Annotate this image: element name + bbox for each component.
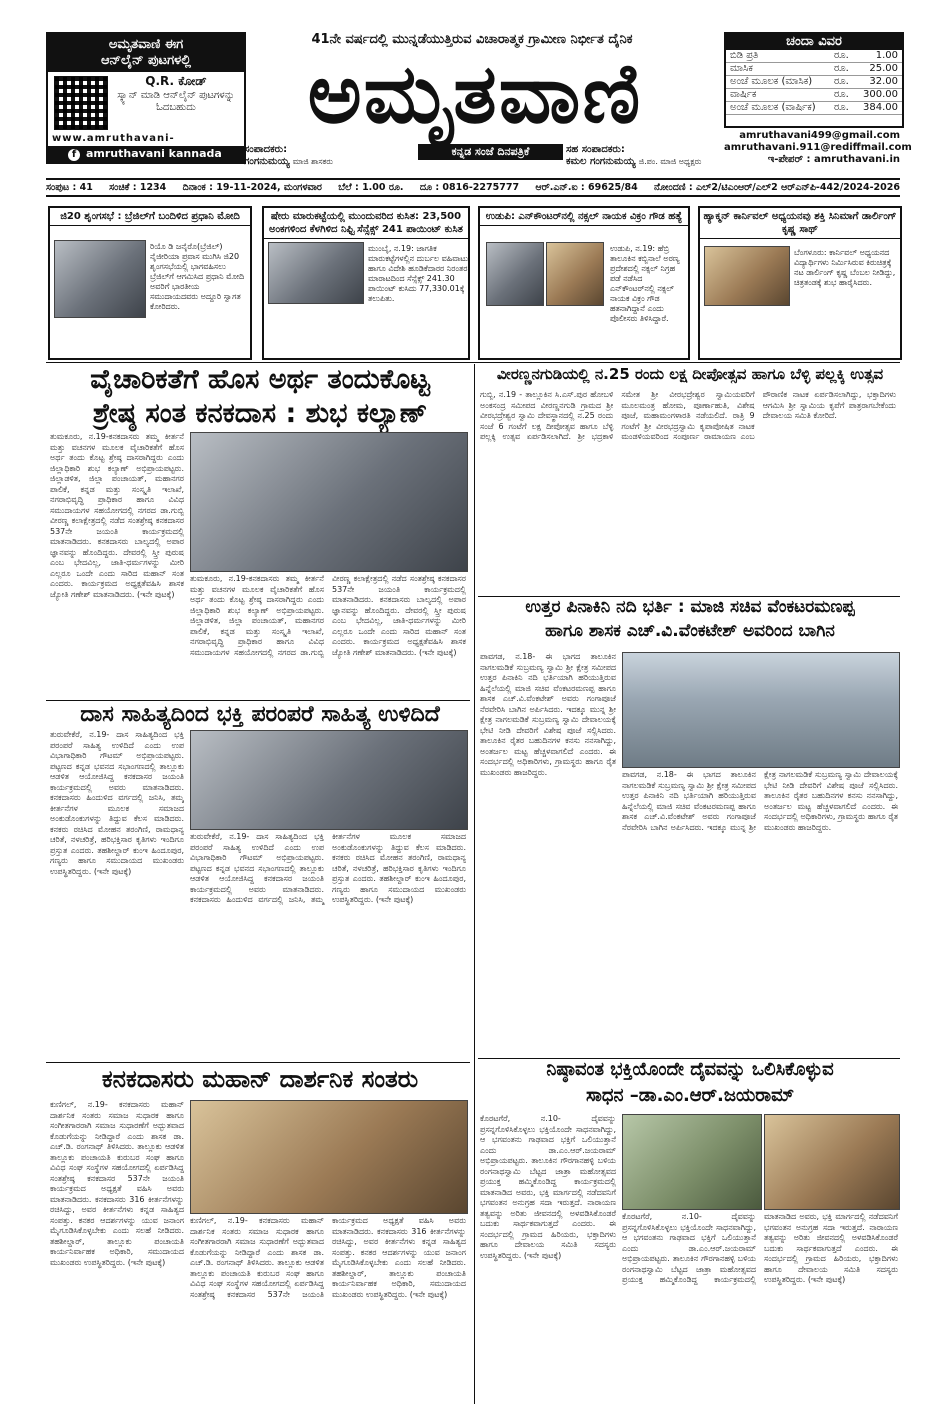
postal-registration: ನೋಂದಣಿ : ಎಲ್2/ಟಿಎಂಆರ್/ಎಲ್2 ಆರ್‌ಎನ್‌ಪಿ-442/2024-2026 — [654, 182, 900, 193]
article-photo — [190, 730, 468, 830]
article-photo — [190, 432, 468, 572]
teaser-card[interactable] — [48, 206, 252, 360]
promo-header-line2: ಆನ್‌ಲೈನ್ ಪುಟಗಳಲ್ಲಿ — [100, 53, 192, 68]
teaser-card[interactable] — [478, 206, 690, 360]
sub-label: ವಾರ್ಷಿಕ — [730, 89, 757, 100]
teaser-photo — [268, 242, 364, 304]
volume: ಸಂಪುಟ : 41 — [46, 182, 93, 193]
column-divider — [474, 364, 475, 1404]
promo-header-line1: ಅಮೃತವಾಣಿ ಈಗ — [108, 37, 184, 52]
teaser-headline: ಹ್ಯಾಕ್ಮನ್ ಕಾರ್ನಿವಲ್ ಅಧ್ಯಯನವು ಶಕ್ತಿ ಸಿನಿಮಾಗೆ ಡಾರ್ಲಿಂಗ್ ಕೃಷ್ಣ ಸಾಥ್ — [700, 208, 900, 239]
article-headline: ಹಾಗೂ ಶಾಸಕ ಎಚ್.ವಿ.ವೆಂಕಟೇಶ್ ಅವರಿಂದ ಬಾಗಿನ — [545, 621, 835, 641]
article-headline: ಸಾಧನ –ಡಾ.ಎಂ.ಆರ್.ಜಯರಾಮ್ — [585, 1085, 795, 1106]
sub-label: ಅಂಚೆ ಮೂಲಕ (ಮಾಸಿಕ) — [730, 76, 813, 87]
article-headline: ನಿಷ್ಠಾವಂತ ಭಕ್ತಿಯೊಂದೇ ದೈವವನ್ನು ಒಲಿಸಿಕೊಳ್ಳುವ — [546, 1059, 834, 1080]
price: ಬೆಲೆ : 1.00 ರೂ. — [338, 182, 404, 193]
article-body: ಕುಣಿಗಲ್, ನ.19- ಕನಕದಾಸರು ಮಹಾನ್ ದಾರ್ಶನಿಕ ಸಂತರು ಸಮಾಜ ಸುಧಾರಕ ಹಾಗೂ ಸಂಗೀತಗಾರರಾಗಿ ಸಮಾಜ ಸುಧಾರಣೆಗೆ ಅದ್ಭುತವಾದ ಕೊಡುಗೆಯನ್ನು ನೀಡಿದ್ದಾರೆ ಎಂದು ಶಾಸಕ ಡಾ. ಎಚ್.ಡಿ. ರಂಗನಾಥ್ ತಿಳಿಸಿದರು. ತಾಲ್ಲೂಕು ಆಡಳಿತ ತಾಲ್ಲೂಕು ಪಂಚಾಯತಿ ಕುರುಬರ ಸಂಘ ಹಾಗೂ ವಿವಿಧ ಸಂಘ ಸಂಸ್ಥೆಗಳ ಸಹಯೋಗದಲ್ಲಿ ಏರ್ಪಡಿಸಿದ್ದ ಸಂತಶ್ರೇಷ್ಠ ಕನಕದಾಸರ 537ನೇ ಜಯಂತಿ ಕಾರ್ಯಕ್ರಮದ ಅಧ್ಯಕ್ಷತೆ ವಹಿಸಿ ಅವರು ಮಾತನಾಡಿದರು. ಕನಕದಾಸರು 316 ಕೀರ್ತನೆಗಳನ್ನು ರಚಿಸಿದ್ದು, ಅವರ ಕೀರ್ತನೆಗಳು ಕನ್ನಡ ಸಾಹಿತ್ಯದ ಸಂಪತ್ತು. ಕನಕರ ಆದರ್ಶಗಳನ್ನು ಯುವ ಜನಾಂಗ ಮೈಗೂಡಿಸಿಕೊಳ್ಳಬೇಕು ಎಂದು ಸಲಹೆ ನೀಡಿದರು. ತಹಶೀಲ್ದಾರ್, ತಾಲ್ಲೂಕು ಪಂಚಾಯತಿ ಕಾರ್ಯನಿರ್ವಾಹಕ ಅಧಿಕಾರಿ, ಸಮುದಾಯದ ಮುಖಂಡರು ಉಪಸ್ಥಿತರಿದ್ದರು. (ಇನೇ ಪುಟಕ್ಕೆ) — [50, 1100, 184, 1267]
masthead-tagline: 41ನೇ ವರ್ಷದಲ್ಲಿ ಮುನ್ನಡೆಯುತ್ತಿರುವ ವಿಚಾರಾತ್ಮಕ ಗ್ರಾಮೀಣ ನಿರ್ಭೀತ ದೈನಿಕ — [311, 32, 633, 47]
sub-amount: 32.00 — [869, 76, 898, 87]
facebook-bar[interactable] — [48, 146, 244, 162]
teaser-headline: ಷೇರು ಮಾರುಕಟ್ಟೆಯಲ್ಲಿ ಮುಂದುವರಿದ ಕುಸಿತ: 23,500 ಅಂಕಗಳಿಂದ ಕೆಳಗಿಳಿದ ನಿಫ್ಟಿ ಸೆನ್ಸೆಕ್ಸ್ 241 ಪಾಯಿಂಟ್ ಕುಸಿತ — [264, 208, 468, 239]
editor-label: ಸಂಪಾದಕರು: — [244, 144, 288, 155]
sub-currency: ರೂ. — [834, 76, 849, 87]
teaser-portrait — [546, 242, 604, 306]
article-headline: ದಾಸ ಸಾಹಿತ್ಯದಿಂದ ಭಕ್ತಿ ಪರಂಪರೆ ಸಾಹಿತ್ಯ ಉಳಿದಿದೆ — [80, 702, 440, 727]
article-photo — [622, 1114, 762, 1210]
article-photo — [190, 1100, 468, 1214]
subscription-row — [726, 102, 902, 115]
teaser-photo — [486, 242, 544, 306]
section-divider — [46, 1062, 470, 1063]
article-headline: ವೈಚಾರಿಕತೆಗೆ ಹೊಸ ಅರ್ಥ ತಂದುಕೊಟ್ಟ — [90, 364, 430, 395]
coeditor-note: ಜಿ.ಪಂ. ಮಾಜಿ ಅಧ್ಯಕ್ಷರು — [638, 157, 702, 166]
subscription-row — [726, 63, 902, 76]
teaser-body: ಮುಂಬೈ, ನ.19: ಜಾಗತಿಕ ಮಾರುಕಟ್ಟೆಗಳಲ್ಲಿನ ದುರ್ಬಲ ವಹಿವಾಟು ಹಾಗೂ ವಿದೇಶಿ ಹೂಡಿಕೆದಾರರ ನಿರಂತರ ಮಾರಾಟದಿಂದ ಸೆನ್ಸೆಕ್ಸ್ 241.30 ಪಾಯಿಂಟ್ ಕುಸಿದು 77,330.01ಕ್ಕೆ ತಲುಪಿತು. — [368, 244, 469, 303]
contact-block — [724, 130, 912, 166]
subscription-row — [726, 76, 902, 89]
teaser-body: ಉಡುಪಿ, ನ.19: ಹೆಬ್ರಿ ತಾಲೂಕಿನ ಕಬ್ಬಿನಾಲೆ ಅರಣ್ಯ ಪ್ರದೇಶದಲ್ಲಿ ನಕ್ಸಲ್ ನಿಗ್ರಹ ಪಡೆ ನಡೆಸಿದ ಎನ್‌ಕೌಂಟರ್‌ನಲ್ಲಿ ನಕ್ಸಲ್ ನಾಯಕ ವಿಕ್ರಂ ಗೌಡ ಹತನಾಗಿದ್ದಾನೆ ಎಂದು ಪೊಲೀಸರು ತಿಳಿಸಿದ್ದಾರೆ. — [610, 244, 680, 323]
editor-name: ಗಂಗನುಮಯ್ಯ — [244, 156, 290, 167]
online-promo-box — [46, 32, 246, 164]
teaser-body: ರಿಯೊ ಡಿ ಜನೈರೊ(ಬ್ರೆಜಿಲ್) ನೈಜೀರಿಯಾ ಪ್ರವಾಸ ಮುಗಿಸಿ ಜಿ20 ಶೃಂಗಸಭೆಯಲ್ಲಿ ಭಾಗವಹಿಸಲು ಬ್ರೆಜಿಲ್‌ಗೆ ಆಗಮಿಸಿದ ಪ್ರಧಾನಿ ಮೋದಿ ಅವರಿಗೆ ಭಾರತೀಯ ಸಮುದಾಯದವರು ಅದ್ದೂರಿ ಸ್ವಾಗತ ಕೋರಿದರು. — [150, 242, 245, 311]
teaser-photo — [54, 240, 146, 318]
article-headline: ಶ್ರೇಷ್ಠ ಸಂತ ಕನಕದಾಸ : ಶುಭ ಕಲ್ಯಾಣ್ — [92, 398, 428, 429]
teaser-photo — [704, 246, 790, 306]
sub-amount: 25.00 — [869, 63, 898, 74]
article-body-continued: ಕುಣಿಗಲ್, ನ.19- ಕನಕದಾಸರು ಮಹಾನ್ ದಾರ್ಶನಿಕ ಸಂತರು ಸಮಾಜ ಸುಧಾರಕ ಹಾಗೂ ಸಂಗೀತಗಾರರಾಗಿ ಸಮಾಜ ಸುಧಾರಣೆಗೆ ಅದ್ಭುತವಾದ ಕೊಡುಗೆಯನ್ನು ನೀಡಿದ್ದಾರೆ ಎಂದು ಶಾಸಕ ಡಾ. ಎಚ್.ಡಿ. ರಂಗನಾಥ್ ತಿಳಿಸಿದರು. ತಾಲ್ಲೂಕು ಆಡಳಿತ ತಾಲ್ಲೂಕು ಪಂಚಾಯತಿ ಕುರುಬರ ಸಂಘ ಹಾಗೂ ವಿವಿಧ ಸಂಘ ಸಂಸ್ಥೆಗಳ ಸಹಯೋಗದಲ್ಲಿ ಏರ್ಪಡಿಸಿದ್ದ ಸಂತಶ್ರೇಷ್ಠ ಕನಕದಾಸರ 537ನೇ ಜಯಂತಿ ಕಾರ್ಯಕ್ರಮದ ಅಧ್ಯಕ್ಷತೆ ವಹಿಸಿ ಅವರು ಮಾತನಾಡಿದರು. ಕನಕದಾಸರು 316 ಕೀರ್ತನೆಗಳನ್ನು ರಚಿಸಿದ್ದು, ಅವರ ಕೀರ್ತನೆಗಳು ಕನ್ನಡ ಸಾಹಿತ್ಯದ ಸಂಪತ್ತು. ಕನಕರ ಆದರ್ಶಗಳನ್ನು ಯುವ ಜನಾಂಗ ಮೈಗೂಡಿಸಿಕೊಳ್ಳಬೇಕು ಎಂದು ಸಲಹೆ ನೀಡಿದರು. ತಹಶೀಲ್ದಾರ್, ತಾಲ್ಲೂಕು ಪಂಚಾಯತಿ ಕಾರ್ಯನಿರ್ವಾಹಕ ಅಧಿಕಾರಿ, ಸಮುದಾಯದ ಮುಖಂಡರು ಉಪಸ್ಥಿತರಿದ್ದರು. (ಇನೇ ಪುಟಕ್ಕೆ) — [190, 1216, 466, 1299]
issue-date: ದಿನಾಂಕ : 19-11-2024, ಮಂಗಳವಾರ — [182, 182, 322, 193]
coeditor-credit — [566, 144, 726, 168]
subscription-row — [726, 89, 902, 102]
subscription-header: ಚಂದಾ ವಿವರ — [726, 34, 902, 50]
sub-currency: ರೂ. — [834, 102, 849, 113]
epaper-link[interactable]: ಇ-ಪೇಪರ್ : amruthavani.in — [767, 154, 900, 165]
sub-label: ಬಿಡಿ ಪ್ರತಿ — [730, 50, 759, 61]
sub-label: ಮಾಸಿಕ — [730, 63, 753, 74]
facebook-icon: f — [68, 149, 80, 161]
section-divider — [46, 700, 470, 701]
article-photo — [622, 652, 900, 768]
coeditor-name: ಕಮಲ ಗಂಗನುಮಯ್ಯ — [566, 156, 636, 167]
article-body-continued: ಕೊರಟಗೆರೆ, ನ.10- ದೈವವನ್ನು ಪ್ರಸನ್ನಗೊಳಿಸಿಕೊಳ್ಳಲು ಭಕ್ತಿಯೊಂದೇ ಸಾಧನವಾಗಿದ್ದು, ಆ ಭಗವಂತನು ಗಾಢವಾದ ಭಕ್ತಿಗೆ ಒಲಿಯುತ್ತಾನೆ ಎಂದು ಡಾ.ಎಂ.ಆರ್.ಜಯರಾಮ್ ಅಭಿಪ್ರಾಯಪಟ್ಟರು. ತಾಲೂಕಿನ ಗೌರಗಾನಹಳ್ಳಿ ಬಳಿಯ ರಂಗನಾಥಸ್ವಾಮಿ ಬೆಟ್ಟದ ಜಾತ್ರಾ ಮಹೋತ್ಸವದ ಪ್ರಯುಕ್ತ ಹಮ್ಮಿಕೊಂಡಿದ್ದ ಕಾರ್ಯಕ್ರಮದಲ್ಲಿ ಮಾತನಾಡಿದ ಅವರು, ಭಕ್ತಿ ಮಾರ್ಗದಲ್ಲಿ ನಡೆದವನಿಗೆ ಭಗವಂತನ ಅನುಗ್ರಹ ಸದಾ ಇರುತ್ತದೆ. ನಾರಾಯಣ ತತ್ವವನ್ನು ಅರಿತು ಜೀವನದಲ್ಲಿ ಅಳವಡಿಸಿಕೊಂಡರೆ ಬದುಕು ಸಾರ್ಥಕವಾಗುತ್ತದೆ ಎಂದರು. ಈ ಸಂದರ್ಭದಲ್ಲಿ ಗ್ರಾಮದ ಹಿರಿಯರು, ಭಕ್ತಾದಿಗಳು ಹಾಗೂ ದೇವಾಲಯ ಸಮಿತಿ ಸದಸ್ಯರು ಉಪಸ್ಥಿತರಿದ್ದರು. (ಇನೇ ಪುಟಕ್ಕೆ) — [622, 1212, 898, 1284]
article-headline: ವೀರಣ್ಣನಗುಡಿಯಲ್ಲಿ ನ.25 ರಂದು ಲಕ್ಷ ದೀಪೋತ್ಸವ ಹಾಗೂ ಬೆಳ್ಳಿ ಪಲ್ಲಕ್ಕಿ ಉತ್ಸವ — [496, 365, 884, 383]
article-body: ಪಾವಗಡ, ನ.18- ಈ ಭಾಗದ ತಾಲೂಕಿನ ನಾಗಲಮಡಿಕೆ ಸುಬ್ರಮಣ್ಯ ಸ್ವಾಮಿ ಶ್ರೀ ಕ್ಷೇತ್ರ ಸಮೀಪದ ಉತ್ತರ ಪಿನಾಕಿನಿ ನದಿ ಭರ್ತಿಯಾಗಿ ಹರಿಯುತ್ತಿರುವ ಹಿನ್ನೆಲೆಯಲ್ಲಿ ಮಾಜಿ ಸಚಿವ ವೆಂಕಟರಮಣಪ್ಪ ಹಾಗೂ ಶಾಸಕ ಎಚ್.ವಿ.ವೆಂಕಟೇಶ್ ಅವರು ಗಂಗಾಪೂಜೆ ನೆರವೇರಿಸಿ ಬಾಗಿನ ಅರ್ಪಿಸಿದರು. ಇದಕ್ಕೂ ಮುನ್ನ ಶ್ರೀ ಕ್ಷೇತ್ರ ನಾಗಲಮಡಿಕೆ ಸುಬ್ರಮಣ್ಯ ಸ್ವಾಮಿ ದೇವಾಲಯಕ್ಕೆ ಭೇಟಿ ನೀಡಿ ದೇವರಿಗೆ ವಿಶೇಷ ಪೂಜೆ ಸಲ್ಲಿಸಿದರು. ತಾಲೂಕಿನ ರೈತರ ಬಹುದಿನಗಳ ಕನಸು ನನಸಾಗಿದ್ದು, ಅಂತರ್ಜಲ ಮಟ್ಟ ಹೆಚ್ಚಳವಾಗಲಿದೆ ಎಂದರು. ಈ ಸಂದರ್ಭದಲ್ಲಿ ಅಧಿಕಾರಿಗಳು, ಗ್ರಾಮಸ್ಥರು ಹಾಗೂ ರೈತ ಮುಖಂಡರು ಹಾಜರಿದ್ದರು. — [480, 652, 616, 777]
article-body: ತುಮಕೂರು, ನ.19-ಕನಕದಾಸರು ತಮ್ಮ ಕೀರ್ತನೆ ಮತ್ತು ವಚನಗಳ ಮೂಲಕ ವೈಚಾರಿಕತೆಗೆ ಹೊಸ ಅರ್ಥ ತಂದು ಕೊಟ್ಟ ಶ್ರೇಷ್ಠ ದಾಸರಾಗಿದ್ದರು ಎಂದು ಜಿಲ್ಲಾಧಿಕಾರಿ ಶುಭ ಕಲ್ಯಾಣ್ ಅಭಿಪ್ರಾಯಪಟ್ಟರು. ಜಿಲ್ಲಾಡಳಿತ, ಜಿಲ್ಲಾ ಪಂಚಾಯತ್, ಮಹಾನಗರ ಪಾಲಿಕೆ, ಕನ್ನಡ ಮತ್ತು ಸಂಸ್ಕೃತಿ ಇಲಾಖೆ, ನಗರಾಭಿವೃದ್ಧಿ ಪ್ರಾಧಿಕಾರ ಹಾಗೂ ವಿವಿಧ ಸಮುದಾಯಗಳ ಸಹಯೋಗದಲ್ಲಿ ನಗರದ ಡಾ.ಗುಬ್ಬಿ ವೀರಣ್ಣ ಕಲಾಕ್ಷೇತ್ರದಲ್ಲಿ ನಡೆದ ಸಂತಶ್ರೇಷ್ಠ ಕನಕದಾಸರ 537ನೇ ಜಯಂತಿ ಕಾರ್ಯಕ್ರಮದಲ್ಲಿ ಮಾತನಾಡಿದರು. ಕನಕದಾಸರು ಬಾಲ್ಯದಲ್ಲಿ ಅಪಾರ ಜ್ಞಾನವನ್ನು ಹೊಂದಿದ್ದರು. ದೇವರಲ್ಲಿ ಸ್ತ್ರೀ ಪುರುಷ ಎಂಬ ಭೇದವಿಲ್ಲ, ಜಾತಿ-ಧರ್ಮಗಳನ್ನು ಮೀರಿ ಎಲ್ಲರೂ ಒಂದೇ ಎಂದು ಸಾರಿದ ಮಹಾನ್ ಸಂತ ಎಂದರು. ಕಾರ್ಯಕ್ರಮದ ಅಧ್ಯಕ್ಷತೆವಹಿಸಿ ಶಾಸಕ ಜ್ಯೋತಿ ಗಣೇಶ್ ಮಾತನಾಡಿದರು. (ಇನೇ ಪುಟಕ್ಕೆ) — [50, 432, 184, 599]
issue-number: ಸಂಚಿಕೆ : 1234 — [109, 182, 167, 193]
rni-number: ಆರ್.ಎನ್.ಐ : 69625/84 — [535, 182, 638, 193]
sub-label: ಅಂಚೆ ಮೂಲಕ (ವಾರ್ಷಿಕ) — [730, 102, 816, 113]
sub-currency: ರೂ. — [834, 89, 849, 100]
article-headline: ಕನಕದಾಸರು ಮಹಾನ್ ದಾರ್ಶನಿಕ ಸಂತರು — [101, 1065, 419, 1093]
teaser-card[interactable] — [262, 206, 470, 360]
sub-currency: ರೂ. — [834, 50, 849, 61]
article-body: ಕೊರಟಗೆರೆ, ನ.10- ದೈವವನ್ನು ಪ್ರಸನ್ನಗೊಳಿಸಿಕೊಳ್ಳಲು ಭಕ್ತಿಯೊಂದೇ ಸಾಧನವಾಗಿದ್ದು, ಆ ಭಗವಂತನು ಗಾಢವಾದ ಭಕ್ತಿಗೆ ಒಲಿಯುತ್ತಾನೆ ಎಂದು ಡಾ.ಎಂ.ಆರ್.ಜಯರಾಮ್ ಅಭಿಪ್ರಾಯಪಟ್ಟರು. ತಾಲೂಕಿನ ಗೌರಗಾನಹಳ್ಳಿ ಬಳಿಯ ರಂಗನಾಥಸ್ವಾಮಿ ಬೆಟ್ಟದ ಜಾತ್ರಾ ಮಹೋತ್ಸವದ ಪ್ರಯುಕ್ತ ಹಮ್ಮಿಕೊಂಡಿದ್ದ ಕಾರ್ಯಕ್ರಮದಲ್ಲಿ ಮಾತನಾಡಿದ ಅವರು, ಭಕ್ತಿ ಮಾರ್ಗದಲ್ಲಿ ನಡೆದವನಿಗೆ ಭಗವಂತನ ಅನುಗ್ರಹ ಸದಾ ಇರುತ್ತದೆ. ನಾರಾಯಣ ತತ್ವವನ್ನು ಅರಿತು ಜೀವನದಲ್ಲಿ ಅಳವಡಿಸಿಕೊಂಡರೆ ಬದುಕು ಸಾರ್ಥಕವಾಗುತ್ತದೆ ಎಂದರು. ಈ ಸಂದರ್ಭದಲ್ಲಿ ಗ್ರಾಮದ ಹಿರಿಯರು, ಭಕ್ತಾದಿಗಳು ಹಾಗೂ ದೇವಾಲಯ ಸಮಿತಿ ಸದಸ್ಯರು ಉಪಸ್ಥಿತರಿದ್ದರು. (ಇನೇ ಪುಟಕ್ಕೆ) — [480, 1114, 616, 1260]
promo-header — [48, 34, 244, 72]
article-body-continued: ತುರುವೇಕೆರೆ, ನ.19- ದಾಸ ಸಾಹಿತ್ಯದಿಂದ ಭಕ್ತಿ ಪರಂಪರೆ ಸಾಹಿತ್ಯ ಉಳಿದಿದೆ ಎಂದು ಉಪ ವಿಭಾಗಾಧಿಕಾರಿ ಗೌಟಮ್ ಅಭಿಪ್ರಾಯಪಟ್ಟರು. ಪಟ್ಟಣದ ಕನ್ನಡ ಭವನದ ಸಭಾಂಗಣದಲ್ಲಿ ತಾಲ್ಲೂಕು ಆಡಳಿತ ಆಯೋಜಿಸಿದ್ದ ಕನಕದಾಸರ ಜಯಂತಿ ಕಾರ್ಯಕ್ರಮದಲ್ಲಿ ಅವರು ಮಾತನಾಡಿದರು. ಕನಕದಾಸರು ಹಿಂದುಳಿದ ವರ್ಗದಲ್ಲಿ ಜನಿಸಿ, ತಮ್ಮ ಕೀರ್ತನೆಗಳ ಮೂಲಕ ಸಮಾಜದ ಅಂಕುಡೊಂಕುಗಳನ್ನು ತಿದ್ದುವ ಕೆಲಸ ಮಾಡಿದರು. ಕನಕರು ರಚಿಸಿದ ಮೋಹನ ತರಂಗಿಣಿ, ರಾಮಧಾನ್ಯ ಚರಿತೆ, ನಳಚರಿತ್ರೆ, ಹರಿಭಕ್ತಿಸಾರ ಕೃತಿಗಳು ಇಂದಿಗೂ ಪ್ರಸ್ತುತ ಎಂದರು. ತಹಶೀಲ್ದಾರ್ ಕುಂಇ ಹಿಂದೂಪುರ, ಗಣ್ಯರು ಹಾಗೂ ಸಮುದಾಯದ ಮುಖಂಡರು ಉಪಸ್ಥಿತರಿದ್ದರು. (ಇನೇ ಪುಟಕ್ಕೆ) — [190, 832, 466, 904]
article-body: ತುರುವೇಕೆರೆ, ನ.19- ದಾಸ ಸಾಹಿತ್ಯದಿಂದ ಭಕ್ತಿ ಪರಂಪರೆ ಸಾಹಿತ್ಯ ಉಳಿದಿದೆ ಎಂದು ಉಪ ವಿಭಾಗಾಧಿಕಾರಿ ಗೌಟಮ್ ಅಭಿಪ್ರಾಯಪಟ್ಟರು. ಪಟ್ಟಣದ ಕನ್ನಡ ಭವನದ ಸಭಾಂಗಣದಲ್ಲಿ ತಾಲ್ಲೂಕು ಆಡಳಿತ ಆಯೋಜಿಸಿದ್ದ ಕನಕದಾಸರ ಜಯಂತಿ ಕಾರ್ಯಕ್ರಮದಲ್ಲಿ ಅವರು ಮಾತನಾಡಿದರು. ಕನಕದಾಸರು ಹಿಂದುಳಿದ ವರ್ಗದಲ್ಲಿ ಜನಿಸಿ, ತಮ್ಮ ಕೀರ್ತನೆಗಳ ಮೂಲಕ ಸಮಾಜದ ಅಂಕುಡೊಂಕುಗಳನ್ನು ತಿದ್ದುವ ಕೆಲಸ ಮಾಡಿದರು. ಕನಕರು ರಚಿಸಿದ ಮೋಹನ ತರಂಗಿಣಿ, ರಾಮಧಾನ್ಯ ಚರಿತೆ, ನಳಚರಿತ್ರೆ, ಹರಿಭಕ್ತಿಸಾರ ಕೃತಿಗಳು ಇಂದಿಗೂ ಪ್ರಸ್ತುತ ಎಂದರು. ತಹಶೀಲ್ದಾರ್ ಕುಂಇ ಹಿಂದೂಪುರ, ಗಣ್ಯರು ಹಾಗೂ ಸಮುದಾಯದ ಮುಖಂಡರು ಉಪಸ್ಥಿತರಿದ್ದರು. (ಇನೇ ಪುಟಕ್ಕೆ) — [50, 730, 184, 876]
section-divider — [46, 362, 900, 363]
sub-amount: 1.00 — [875, 50, 898, 61]
subscription-box — [724, 32, 904, 128]
article-body-continued: ಪಾವಗಡ, ನ.18- ಈ ಭಾಗದ ತಾಲೂಕಿನ ನಾಗಲಮಡಿಕೆ ಸುಬ್ರಮಣ್ಯ ಸ್ವಾಮಿ ಶ್ರೀ ಕ್ಷೇತ್ರ ಸಮೀಪದ ಉತ್ತರ ಪಿನಾಕಿನಿ ನದಿ ಭರ್ತಿಯಾಗಿ ಹರಿಯುತ್ತಿರುವ ಹಿನ್ನೆಲೆಯಲ್ಲಿ ಮಾಜಿ ಸಚಿವ ವೆಂಕಟರಮಣಪ್ಪ ಹಾಗೂ ಶಾಸಕ ಎಚ್.ವಿ.ವೆಂಕಟೇಶ್ ಅವರು ಗಂಗಾಪೂಜೆ ನೆರವೇರಿಸಿ ಬಾಗಿನ ಅರ್ಪಿಸಿದರು. ಇದಕ್ಕೂ ಮುನ್ನ ಶ್ರೀ ಕ್ಷೇತ್ರ ನಾಗಲಮಡಿಕೆ ಸುಬ್ರಮಣ್ಯ ಸ್ವಾಮಿ ದೇವಾಲಯಕ್ಕೆ ಭೇಟಿ ನೀಡಿ ದೇವರಿಗೆ ವಿಶೇಷ ಪೂಜೆ ಸಲ್ಲಿಸಿದರು. ತಾಲೂಕಿನ ರೈತರ ಬಹುದಿನಗಳ ಕನಸು ನನಸಾಗಿದ್ದು, ಅಂತರ್ಜಲ ಮಟ್ಟ ಹೆಚ್ಚಳವಾಗಲಿದೆ ಎಂದರು. ಈ ಸಂದರ್ಭದಲ್ಲಿ ಅಧಿಕಾರಿಗಳು, ಗ್ರಾಮಸ್ಥರು ಹಾಗೂ ರೈತ ಮುಖಂಡರು ಹಾಜರಿದ್ದರು. — [622, 770, 898, 832]
promo-url[interactable]: www.amruthavani- — [52, 133, 175, 144]
sub-amount: 300.00 — [863, 89, 898, 100]
sub-amount: 384.00 — [863, 102, 898, 113]
teaser-body: ಬೆಂಗಳೂರು: ಕಾರ್ನಿವಲ್ ಅಧ್ಯಯನದ ವಿದ್ಯಾರ್ಥಿಗಳು ನಿರ್ಮಿಸಿರುವ ಕಿರುಚಿತ್ರಕ್ಕೆ ನಟ ಡಾರ್ಲಿಂಗ್ ಕೃಷ್ಣ ಬೆಂಬಲ ನೀಡಿದ್ದು, ಚಿತ್ರತಂಡಕ್ಕೆ ಶುಭ ಹಾರೈಸಿದರು. — [794, 248, 896, 287]
email-primary[interactable]: amruthavani499@gmail.com — [739, 130, 900, 141]
article-body-continued: ತುಮಕೂರು, ನ.19-ಕನಕದಾಸರು ತಮ್ಮ ಕೀರ್ತನೆ ಮತ್ತು ವಚನಗಳ ಮೂಲಕ ವೈಚಾರಿಕತೆಗೆ ಹೊಸ ಅರ್ಥ ತಂದು ಕೊಟ್ಟ ಶ್ರೇಷ್ಠ ದಾಸರಾಗಿದ್ದರು ಎಂದು ಜಿಲ್ಲಾಧಿಕಾರಿ ಶುಭ ಕಲ್ಯಾಣ್ ಅಭಿಪ್ರಾಯಪಟ್ಟರು. ಜಿಲ್ಲಾಡಳಿತ, ಜಿಲ್ಲಾ ಪಂಚಾಯತ್, ಮಹಾನಗರ ಪಾಲಿಕೆ, ಕನ್ನಡ ಮತ್ತು ಸಂಸ್ಕೃತಿ ಇಲಾಖೆ, ನಗರಾಭಿವೃದ್ಧಿ ಪ್ರಾಧಿಕಾರ ಹಾಗೂ ವಿವಿಧ ಸಮುದಾಯಗಳ ಸಹಯೋಗದಲ್ಲಿ ನಗರದ ಡಾ.ಗುಬ್ಬಿ ವೀರಣ್ಣ ಕಲಾಕ್ಷೇತ್ರದಲ್ಲಿ ನಡೆದ ಸಂತಶ್ರೇಷ್ಠ ಕನಕದಾಸರ 537ನೇ ಜಯಂತಿ ಕಾರ್ಯಕ್ರಮದಲ್ಲಿ ಮಾತನಾಡಿದರು. ಕನಕದಾಸರು ಬಾಲ್ಯದಲ್ಲಿ ಅಪಾರ ಜ್ಞಾನವನ್ನು ಹೊಂದಿದ್ದರು. ದೇವರಲ್ಲಿ ಸ್ತ್ರೀ ಪುರುಷ ಎಂಬ ಭೇದವಿಲ್ಲ, ಜಾತಿ-ಧರ್ಮಗಳನ್ನು ಮೀರಿ ಎಲ್ಲರೂ ಒಂದೇ ಎಂದು ಸಾರಿದ ಮಹಾನ್ ಸಂತ ಎಂದರು. ಕಾರ್ಯಕ್ರಮದ ಅಧ್ಯಕ್ಷತೆವಹಿಸಿ ಶಾಸಕ ಜ್ಯೋತಿ ಗಣೇಶ್ ಮಾತನಾಡಿದರು. (ಇನೇ ಪುಟಕ್ಕೆ) — [190, 574, 466, 657]
editor-note: ಮಾಜಿ ಶಾಸಕರು — [292, 157, 333, 166]
article-headline: ಉತ್ತರ ಪಿನಾಕಿನಿ ನದಿ ಭರ್ತಿ : ಮಾಜಿ ಸಚಿವ ವೆಂಕಟರಮಣಪ್ಪ — [525, 597, 855, 617]
qr-title: Q.R. ಕೋಡ್ — [145, 74, 207, 88]
editor-credit — [244, 144, 414, 168]
subscription-row — [726, 50, 902, 63]
qr-code-icon[interactable] — [54, 76, 108, 130]
sub-currency: ರೂ. — [834, 63, 849, 74]
email-secondary[interactable]: amruthavani.911@rediffmail.com — [724, 142, 912, 153]
teaser-card[interactable] — [698, 206, 902, 360]
teaser-headline: ಜಿ20 ಶೃಂಗಸಭೆ : ಬ್ರೆಜಿಲ್‌ಗೆ ಬಂದಿಳಿದ ಪ್ರಧಾನಿ ಮೋದಿ — [50, 208, 250, 226]
article-photo — [764, 1114, 900, 1210]
facebook-handle: amruthavani kannada — [86, 147, 222, 160]
coeditor-label: ಸಹ ಸಂಪಾದಕರು: — [566, 144, 625, 155]
phone: ದೂ : 0816-2275777 — [419, 182, 520, 193]
issue-info-bar — [46, 178, 900, 197]
qr-instructions: ಸ್ಕ್ಯಾನ್ ಮಾಡಿ ಆನ್‌ಲೈನ್ ಪುಟಗಳನ್ನು ಓದಬಹುದು — [117, 90, 235, 113]
newspaper-subtitle: ಕನ್ನಡ ಸಂಜೆ ದಿನಪತ್ರಿಕೆ — [418, 144, 563, 160]
teaser-headline: ಉಡುಪಿ: ಎನ್‌ಕೌಂಟರ್‌ನಲ್ಲಿ ನಕ್ಸಲ್ ನಾಯಕ ವಿಕ್ರಂ ಗೌಡ ಹತ್ಯೆ — [480, 208, 688, 226]
newspaper-title: ಅಮೃತವಾಣಿ — [307, 46, 643, 142]
article-body: ಗುಬ್ಬಿ, ನ.19 - ತಾಲ್ಲೂಕಿನ ಸಿ.ಎಸ್.ಪುರ ಹೋಬಳಿ ಅಂಕಸಂದ್ರ ಸಮೀಪದ ವೀರಣ್ಣನಗುಡಿ ಗ್ರಾಮದ ಶ್ರೀ ವೀರಭದ್ರೇಶ್ವರ ಸ್ವಾಮಿ ದೇವಸ್ಥಾನದಲ್ಲಿ ನ.25 ರಂದು ಸಂಜೆ 6 ಗಂಟೆಗೆ ಲಕ್ಷ ದೀಪೋತ್ಸವ ಹಾಗೂ ಬೆಳ್ಳಿ ಪಲ್ಲಕ್ಕಿ ಉತ್ಸವ ಏರ್ಪಡಿಸಲಾಗಿದೆ. ಶ್ರೀ ಭದ್ರಕಾಳಿ ಸಮೇತ ಶ್ರೀ ವೀರಭದ್ರೇಶ್ವರ ಸ್ವಾಮಿಯವರಿಗೆ ಮೂಲಮಂತ್ರ ಹೋಮ, ಪೂರ್ಣಾಹುತಿ, ವಿಶೇಷ ಪೂಜೆ, ಮಹಾಮಂಗಳಾರತಿ ನಡೆಯಲಿದೆ. ರಾತ್ರಿ 9 ಗಂಟೆಗೆ ಶ್ರೀ ವೀರಭದ್ರಸ್ವಾಮಿ ಕೃಪಾಪೋಷಿತ ನಾಟಕ ಮಂಡಳಿಯವರಿಂದ ಸಂಪೂರ್ಣ ರಾಮಾಯಣ ಎಂಬ ಪೌರಾಣಿಕ ನಾಟಕ ಏರ್ಪಡಿಸಲಾಗಿದ್ದು, ಭಕ್ತಾದಿಗಳು ಆಗಮಿಸಿ ಶ್ರೀ ಸ್ವಾಮಿಯ ಕೃಪೆಗೆ ಪಾತ್ರರಾಗಬೇಕೆಂದು ದೇವಾಲಯ ಸಮಿತಿ ಕೋರಿದೆ. — [480, 390, 896, 441]
